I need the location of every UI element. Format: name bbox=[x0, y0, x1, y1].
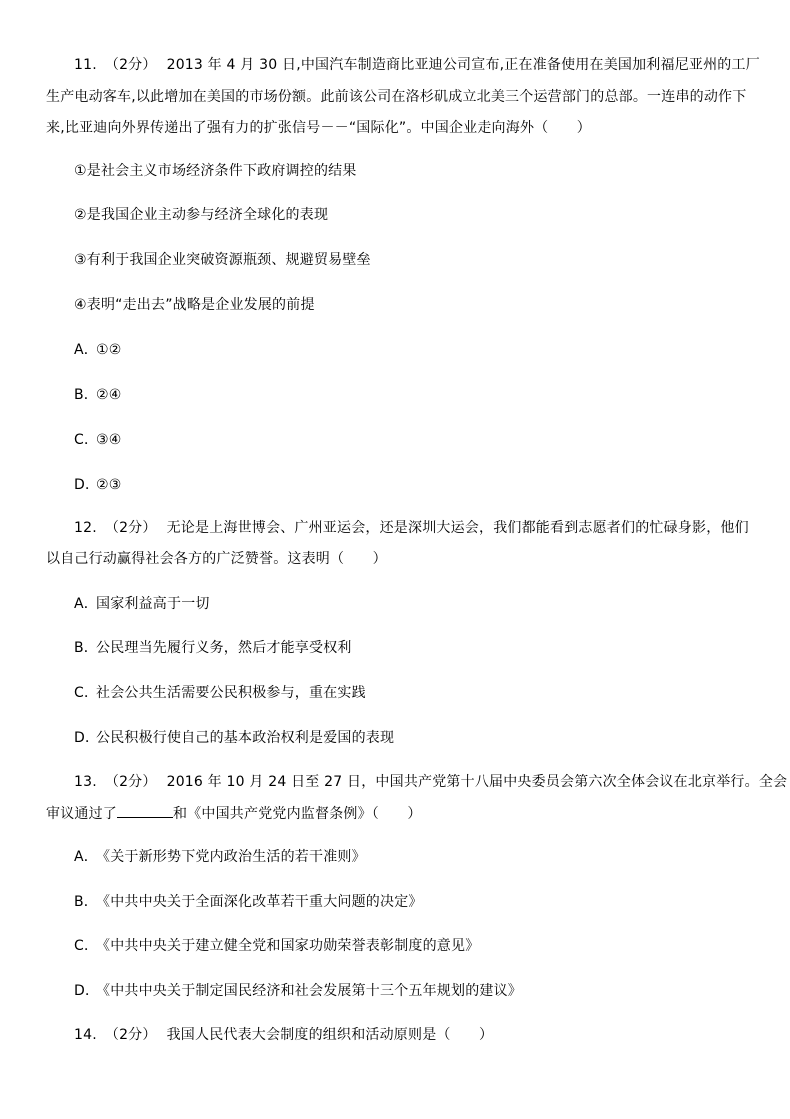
question-text-after-blank: 和《中国共产党党内监督条例》（ ） bbox=[173, 806, 422, 822]
option-letter: A． bbox=[74, 849, 98, 865]
option-letter: C． bbox=[74, 432, 99, 448]
question-text: 2013 年 4 月 30 日,中国汽车制造商比亚迪公司宣布,正在准备使用在美国加利福尼亚州的工厂 bbox=[166, 57, 760, 73]
question-text: 我国人民代表大会制度的组织和活动原则是（ ） bbox=[166, 1027, 494, 1043]
question-13-stem-line2 bbox=[46, 803, 422, 824]
question-11-stem-line1 bbox=[74, 55, 760, 75]
option-letter: D． bbox=[74, 477, 100, 493]
question-11-statement-2: ②是我国企业主动参与经济全球化的表现 bbox=[74, 207, 329, 223]
option-letter: B． bbox=[74, 640, 99, 656]
option-letter: D． bbox=[74, 730, 100, 746]
question-text: 2016 年 10 月 24 日至 27 日，中国共产党第十八届中央委员会第六次全体会议在北京举行。全会 bbox=[166, 774, 788, 790]
question-13-option-a[interactable] bbox=[74, 847, 366, 867]
question-number: 11. bbox=[74, 57, 97, 73]
question-11-option-d[interactable] bbox=[74, 475, 122, 495]
question-13-option-d[interactable] bbox=[74, 981, 522, 1001]
question-11-option-a[interactable] bbox=[74, 340, 122, 360]
option-text: 《中共中央关于全面深化改革若干重大问题的决定》 bbox=[96, 894, 423, 910]
question-text-before-blank: 审议通过了 bbox=[46, 806, 117, 822]
question-number: 13. bbox=[74, 774, 97, 790]
question-13-option-c[interactable] bbox=[74, 936, 479, 956]
option-text: ②④ bbox=[96, 387, 122, 403]
option-text: ②③ bbox=[96, 477, 122, 493]
question-12-stem-line1 bbox=[74, 518, 749, 538]
question-12-option-a[interactable] bbox=[74, 594, 210, 614]
question-13-option-b[interactable] bbox=[74, 892, 423, 912]
question-number: 14. bbox=[74, 1027, 97, 1043]
question-11-option-b[interactable] bbox=[74, 385, 122, 405]
question-14-stem-line1 bbox=[74, 1025, 493, 1045]
question-text: 无论是上海世博会、广州亚运会，还是深圳大运会，我们都能看到志愿者们的忙碌身影，他们 bbox=[166, 520, 749, 536]
option-letter: C． bbox=[74, 685, 99, 701]
question-13-stem-line1 bbox=[74, 772, 787, 792]
question-11-statement-4: ④表明“走出去”战略是企业发展的前提 bbox=[74, 297, 315, 313]
question-11-stem-line2: 生产电动客车,以此增加在美国的市场份额。此前该公司在洛杉矶成立北美三个运营部门的总部。一连串的动作下 bbox=[46, 89, 747, 105]
question-number: 12. bbox=[74, 520, 97, 536]
question-12-option-c[interactable] bbox=[74, 683, 366, 703]
question-11-stem-line3: 来,比亚迪向外界传递出了强有力的扩张信号－－“国际化”。中国企业走向海外（ ） bbox=[46, 120, 591, 136]
option-letter: B． bbox=[74, 894, 99, 910]
option-letter: A． bbox=[74, 342, 98, 358]
question-score: （2分） bbox=[104, 774, 157, 790]
option-text: ③④ bbox=[96, 432, 122, 448]
question-score: （2分） bbox=[104, 520, 157, 536]
question-12-option-d[interactable] bbox=[74, 728, 394, 748]
option-text: ①② bbox=[96, 342, 122, 358]
option-letter: B． bbox=[74, 387, 99, 403]
option-letter: D． bbox=[74, 983, 100, 999]
fill-in-blank bbox=[117, 803, 173, 818]
question-11-statement-3: ③有利于我国企业突破资源瓶颈、规避贸易壁垒 bbox=[74, 252, 371, 268]
option-letter: A． bbox=[74, 596, 98, 612]
option-text: 公民积极行使自己的基本政治权利是爱国的表现 bbox=[96, 730, 395, 746]
question-score: （2分） bbox=[104, 57, 157, 73]
question-score: （2分） bbox=[104, 1027, 157, 1043]
option-letter: C． bbox=[74, 938, 99, 954]
option-text: 公民理当先履行义务，然后才能享受权利 bbox=[96, 640, 352, 656]
question-12-stem-line2: 以自己行动赢得社会各方的广泛赞誉。这表明（ ） bbox=[46, 551, 387, 567]
option-text: 国家利益高于一切 bbox=[96, 596, 210, 612]
option-text: 《中共中央关于制定国民经济和社会发展第十三个五年规划的建议》 bbox=[96, 983, 522, 999]
question-11-statement-1: ①是社会主义市场经济条件下政府调控的结果 bbox=[74, 163, 357, 179]
option-text: 社会公共生活需要公民积极参与，重在实践 bbox=[96, 685, 366, 701]
question-12-option-b[interactable] bbox=[74, 638, 352, 658]
question-11-option-c[interactable] bbox=[74, 430, 122, 450]
option-text: 《中共中央关于建立健全党和国家功勋荣誉表彰制度的意见》 bbox=[96, 938, 480, 954]
option-text: 《关于新形势下党内政治生活的若干准则》 bbox=[96, 849, 366, 865]
